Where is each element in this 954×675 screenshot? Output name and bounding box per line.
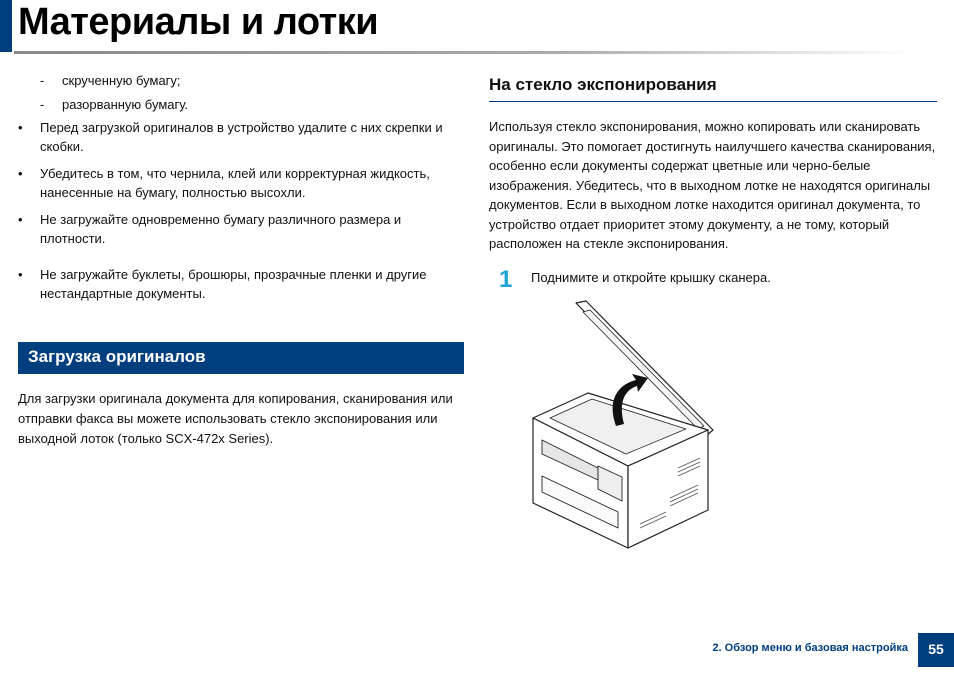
bullet-item: • Не загружайте буклеты, брошюры, прозрачные пленки и другие нестандартные документы. bbox=[18, 267, 427, 301]
dash-item: - скрученную бумагу; bbox=[40, 73, 181, 88]
step-number: 1 bbox=[499, 266, 513, 293]
right-column bbox=[489, 72, 937, 254]
bullet-item: • Перед загрузкой оригиналов в устройство удалите с них скрепки и скобки. bbox=[18, 120, 443, 154]
title-rule bbox=[14, 51, 914, 54]
dash-item: - разорванную бумагу. bbox=[40, 96, 189, 112]
section-heading-loading-originals: Загрузка оригиналов bbox=[18, 342, 464, 374]
subheading-rule bbox=[489, 101, 937, 102]
step-text: Поднимите и откройте крышку сканера. bbox=[531, 270, 771, 285]
left-column bbox=[18, 72, 464, 312]
footer-chapter: 2. Обзор меню и базовая настройка bbox=[712, 642, 908, 654]
bullet-item: • Не загружайте одновременно бумагу различного размера и плотности. bbox=[18, 212, 402, 246]
subheading-scanner-glass: На стекло экспонирования bbox=[489, 75, 717, 94]
title-accent-bar bbox=[0, 0, 12, 52]
bullet-item: • Убедитесь в том, что чернила, клей или корректурная жидкость, нанесенные на бумагу, полностью высохли. bbox=[18, 166, 430, 200]
section-paragraph: Для загрузки оригинала документа для копирования, сканирования или отправки факса вы можете использовать стекло экспонирования или выходной лоток (только SCX-472x Series). bbox=[18, 391, 453, 446]
page-number: 55 bbox=[918, 633, 954, 667]
page-title: Материалы и лотки bbox=[18, 1, 379, 43]
printer-open-lid-illustration bbox=[528, 298, 718, 553]
scanner-glass-paragraph: Используя стекло экспонирования, можно копировать или сканировать оригиналы. Это помогает достигнуть наилучшего качества сканирования, особенно если документы содержат цветные или черно-белые изображения. Убедитесь, что в выходном лотке не находятся оригиналы документов. Если в выходном лотке находится оригинал документа, то устройство отдает приоритет этому документу, а не тому, который расположен на стекле экспонирования. bbox=[489, 119, 936, 251]
